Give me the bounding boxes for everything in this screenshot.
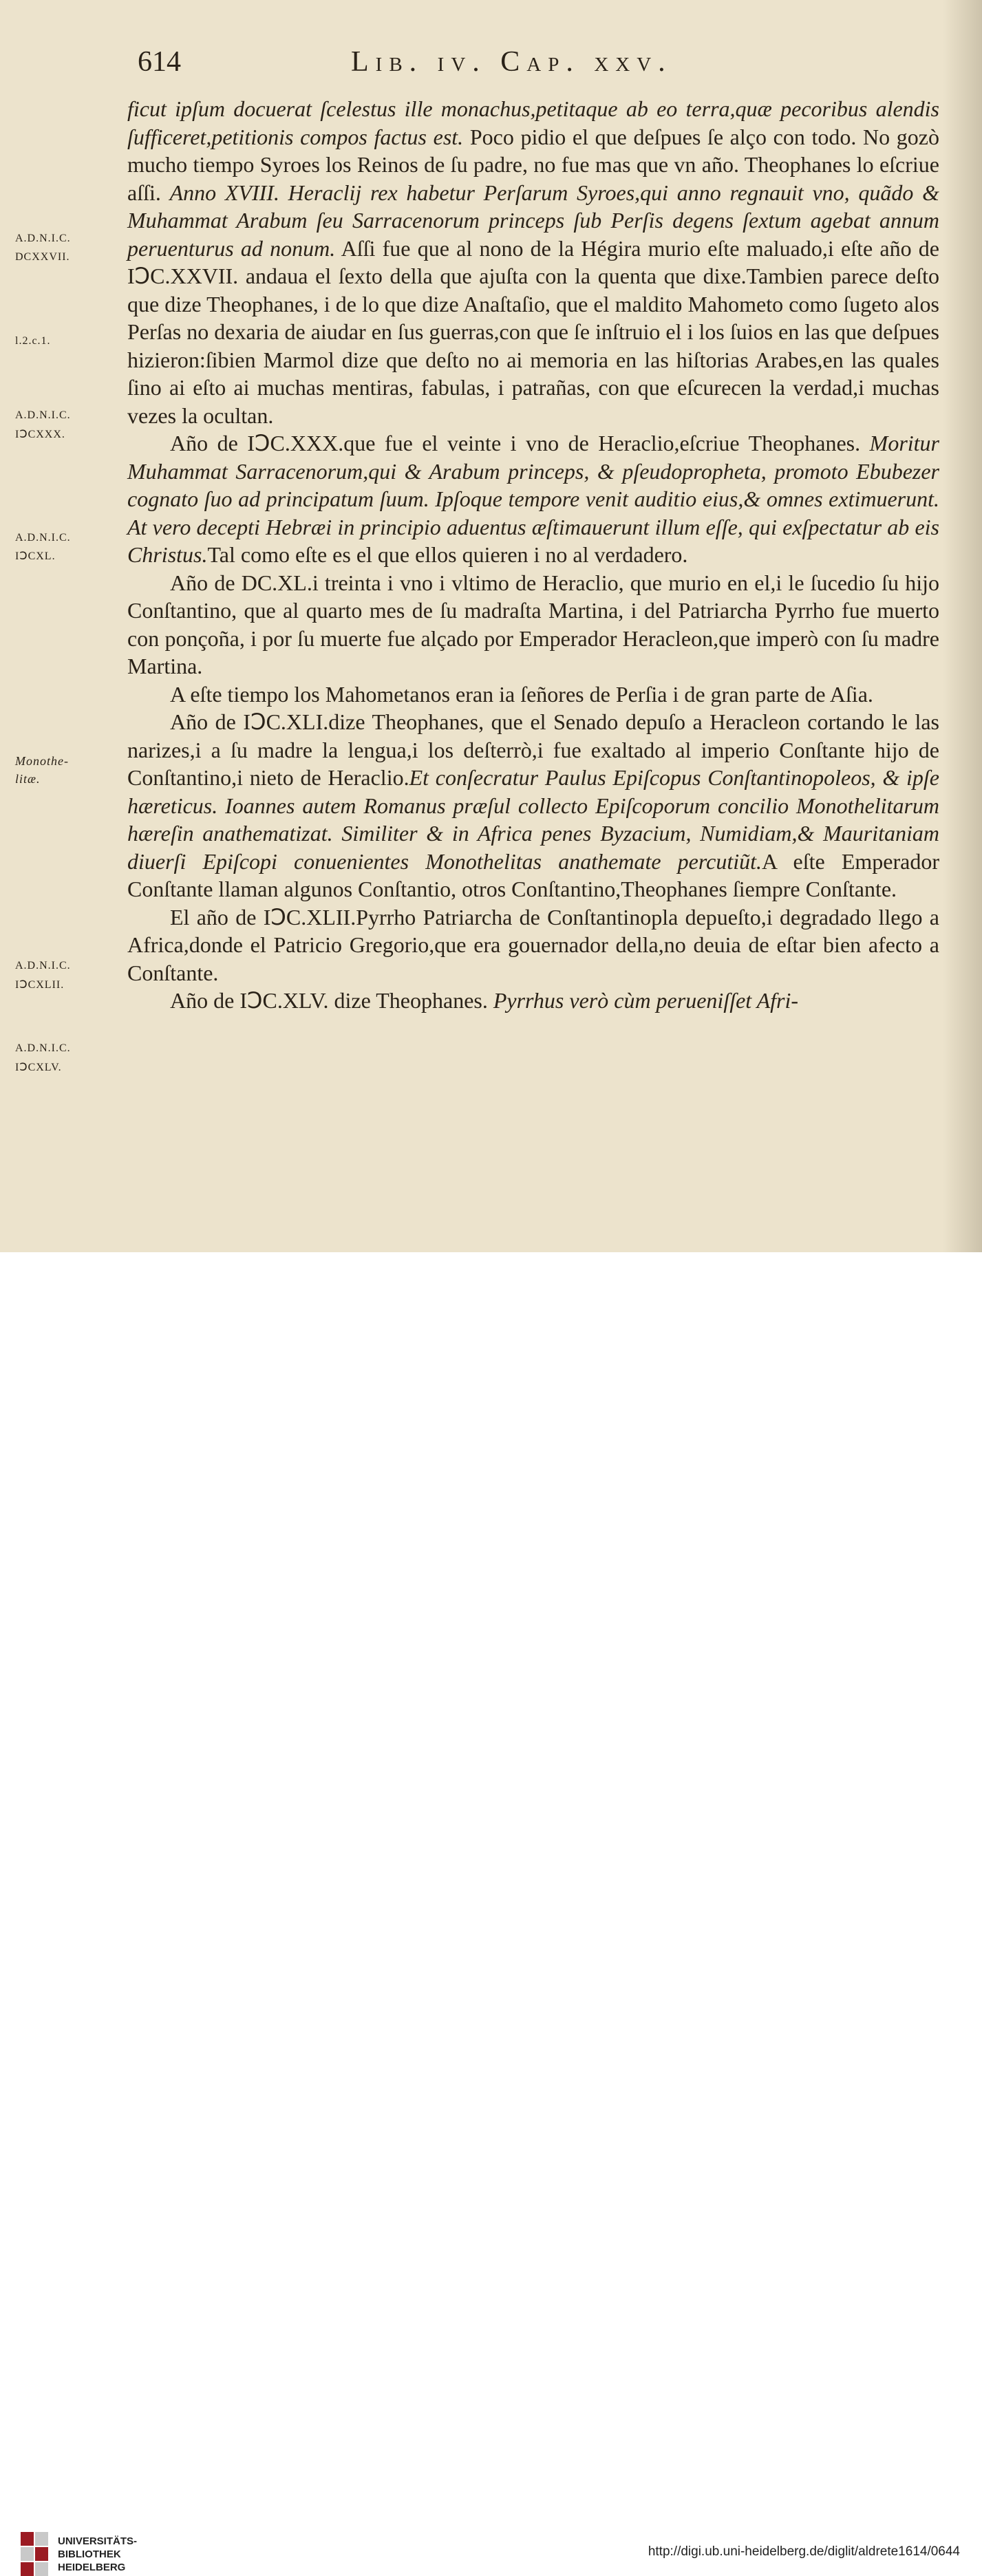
paragraph-text: Año de IↃC.XLV. dize Theophanes. [170,988,493,1013]
running-head: Lib. iv. Cap. xxv. [351,46,672,78]
book-page [0,0,982,1252]
page-number: 614 [138,46,181,78]
margin-note-year: A.D.N.I.C. [15,960,71,972]
paragraph: Año de DC.XL.i treinta i vno i vltimo de Heraclio, que murio en el,i le ſucedio ſu hijo Conſtantino, que al quarto mes de ſu madraſta Martina, i del Patriarcha Pyrrho fue muerto con ponçoña, i por ſu muerte fue alçado por Emperador Heracleon,que imperò con ſu madre Martina. [127,570,939,678]
paragraph [127,708,939,903]
library-logo[interactable] [21,2532,137,2576]
margin-note-year-value: IↃCXL. [15,550,56,562]
page-edge-shadow [943,0,982,1252]
paragraph-text: Año de IↃC.XXX.que fue el veinte i vno de Heraclio,eſcriue Theophanes. [170,431,870,455]
library-name [58,2535,137,2574]
library-logo-icon [21,2532,48,2576]
paragraph-text: Aſſi fue que al nono de la Hégira murio eſte maluado,i eſte año de IↃC.XXVII. andaua el ſexto della que ajuſta con la quenta que dixe.Tambien parece deſto que dize Theophanes, i de lo que dize Anaſtaſio, que el maldito Mahometo como ſugeto alos Perſas no dexaria de aiudar en ſus guerras,con que ſe inſtruio el i los ſuios en las que deſpues hizieron:ſibien Marmol dize que deſto no ai memoria en las hiſtorias Arabes,en las quales ſino ai eſto ai muchas mentiras, fabulas, i patrañas, con que eſcurecen la verdad,i muchas vezes la ocultan. [127,235,940,428]
paragraph: El año de IↃC.XLII.Pyrrho Patriarcha de Conſtantinopla depueſto,i degradado llego a Africa,donde el Patricio Gregorio,que era gouernador della,no deuia de eſtar bien afecto a Conſtante. [127,904,939,985]
margin-note-year: A.D.N.I.C. [15,532,71,544]
paragraph-text: Año de IↃC.XLI.dize Theophanes, que el Senado depuſo a Heracleon cortando le las narizes,i a ſu madre la lengua,i los deſterrò,i fue exaltado al imperio Conſtante hijo de Conſtantino,i nieto de Heraclio. [127,709,939,790]
paragraph-text: Tal como eſte es el que ellos quieren i no al verdadero. [207,542,688,567]
margin-note-year-value: IↃCXLV. [15,1062,62,1073]
margin-note-year: A.D.N.I.C. [15,1042,71,1054]
latin-quote: Anno XVIII. Heraclij rex habetur Perſarum Syroes,qui anno regnauit vno, quãdo & Muhammat Arabum ſeu Sarracenorum princeps ſub Perſis degens ſextum agebat annum peruenturus ad nonum. [127,180,940,261]
margin-note-year: A.D.N.I.C. [15,409,71,421]
latin-quote: Et conſecratur Paulus Epiſcopus Conſtantinopoleos, & ipſe hæreticus. Ioannes autem Romanus præſul collecto Epiſcoporum concilio Monothelitarum hæreſin anathematizat. Similiter & in Africa penes Byzacium, Numidiam,& Mauritaniam diuerſi Epiſcopi conuenientes Monothelitas anathemate percutiũt. [127,765,940,874]
library-name-line: BIBLIOTHEK [58,2548,121,2560]
latin-quote: Pyrrhus verò cùm perueniſſet Afri- [493,988,799,1013]
paragraph [127,429,939,569]
margin-note-reference: l.2.c.1. [15,335,51,347]
paragraph [127,987,939,1015]
viewer-footer [0,1252,982,2573]
latin-quote: ficut ipſum docuerat ſcelestus ille monachus,petitaque ab eo terra,quæ pecoribus alendis ſufficeret,petitionis compos factus est. [127,96,939,149]
source-url-link[interactable]: http://digi.ub.uni-heidelberg.de/diglit/aldrete1614/0644 [648,2544,960,2559]
paragraph [127,95,939,429]
paragraph-text: A eſte Emperador Conſtante llaman algunos Conſtantio, otros Conſtantino,Theophanes ſiempre Conſtante. [127,848,940,901]
margin-note-year-value: IↃCXLII. [15,979,65,991]
margin-note-topic: Monothe- [15,754,69,768]
library-name-line: UNIVERSITÄTS- [58,2535,138,2547]
margin-note-year: A.D.N.I.C. [15,233,71,244]
margin-note-year-value: DCXXVII. [15,251,70,263]
page-header [131,45,929,94]
margin-note-year-value: IↃCXXX. [15,429,65,440]
paragraph-text: Poco pidio el que deſpues ſe alço con todo. No gozò mucho tiempo Syroes los Reinos de ſu padre, no fue mas que vn año. Theophanes lo eſcriue aſſi. [127,124,939,205]
library-name-line: HEIDELBERG [58,2561,126,2573]
margin-note-topic: litæ. [15,772,41,786]
latin-quote: Moritur Muhammat Sarracenorum,qui & Arabum princeps, & pſeudopropheta, promoto Ebubezer cognato ſuo ad principatum ſuum. Ipſoque tempore venit auditio eius,& omnes extimuerunt. At vero decepti Hebræi in principio aduentus æſtimauerunt illum eſſe, qui exſpectatur ab eis Christus. [127,431,939,567]
body-text [127,95,939,1015]
paragraph: A eſte tiempo los Mahometanos eran ia ſeñores de Perſia i de gran parte de Aſia. [170,681,873,707]
